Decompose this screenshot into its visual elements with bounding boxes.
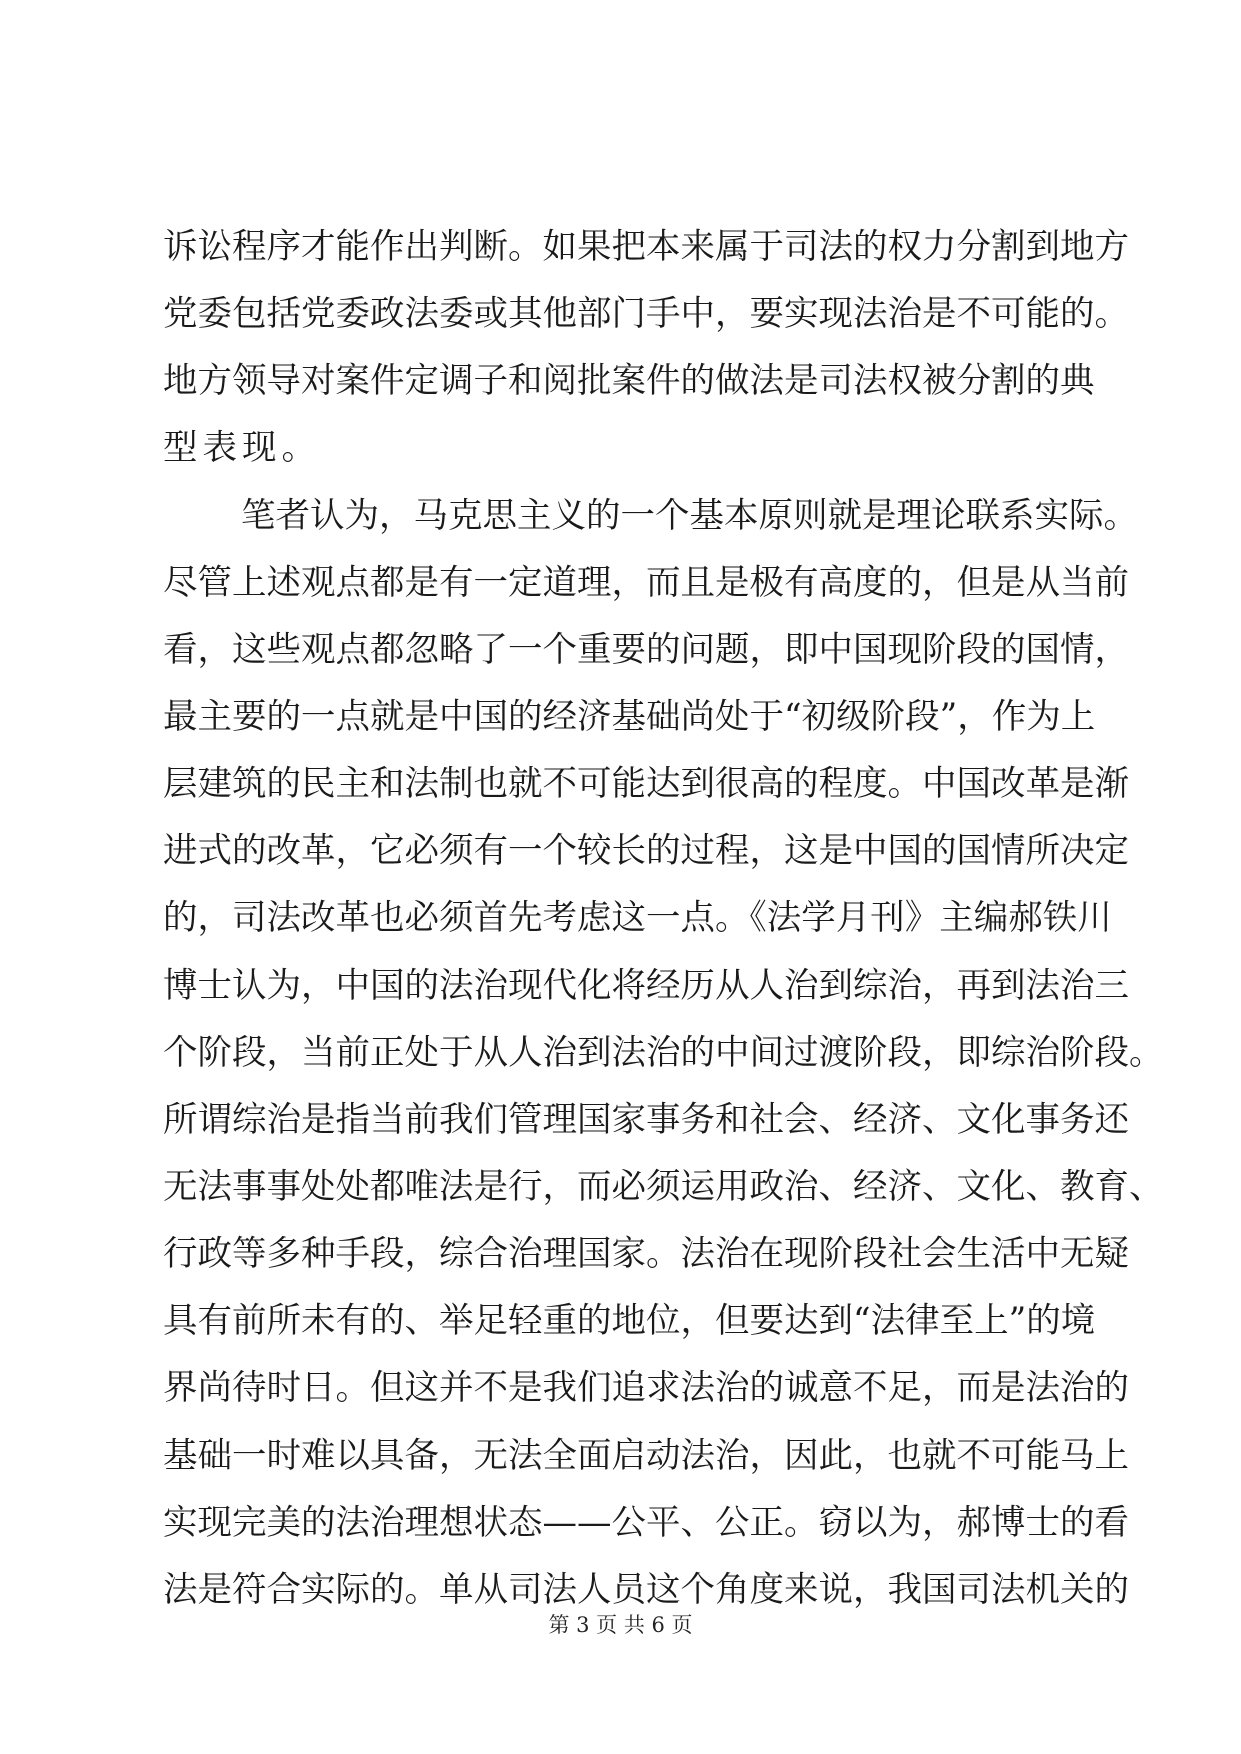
paragraph-first-line: 笔者认为，马克思主义的一个基本原则就是理论联系实际。: [241, 495, 1138, 536]
text-line: 基础一时难以具备，无法全面启动法治，因此，也就不可能马上: [163, 1435, 1129, 1476]
text-line: 所谓综治是指当前我们管理国家事务和社会、经济、文化事务还: [163, 1099, 1129, 1140]
text-line: 地方领导对案件定调子和阅批案件的做法是司法权被分割的典: [163, 361, 1095, 402]
text-line: 层建筑的民主和法制也就不可能达到很高的程度。中国改革是渐: [163, 764, 1129, 805]
text-line: 看，这些观点都忽略了一个重要的问题，即中国现阶段的国情，: [163, 629, 1129, 670]
text-line: 的，司法改革也必须首先考虑这一点。《法学月刊》主编郝铁川: [163, 898, 1112, 939]
body-text: [163, 227, 1164, 1640]
text-line: 具有前所未有的、举足轻重的地位，但要达到“法律至上”的境: [163, 1301, 1096, 1342]
text-line: 诉讼程序才能作出判断。如果把本来属于司法的权力分割到地方: [163, 227, 1129, 267]
text-line: 进式的改革，它必须有一个较长的过程，这是中国的国情所决定: [163, 831, 1129, 872]
text-line: 行政等多种手段，综合治理国家。法治在现阶段社会生活中无疑: [163, 1234, 1129, 1275]
text-line: 型表现。: [163, 428, 321, 469]
text-line: 个阶段，当前正处于从人治到法治的中间过渡阶段，即综治阶段。: [163, 1032, 1164, 1073]
text-line: 尽管上述观点都是有一定道理，而且是极有高度的，但是从当前: [163, 562, 1129, 603]
text-line: 实现完美的法治理想状态——公平、公正。窃以为，郝博士的看: [163, 1502, 1129, 1543]
text-line: 界尚待时日。但这并不是我们追求法治的诚意不足，而是法治的: [163, 1368, 1129, 1409]
text-line: 最主要的一点就是中国的经济基础尚处于“初级阶段”，作为上: [163, 696, 1096, 737]
text-line: 无法事事处处都唯法是行，而必须运用政治、经济、文化、教育、: [163, 1166, 1164, 1207]
text-line: 法是符合实际的。单从司法人员这个角度来说，我国司法机关的: [163, 1569, 1129, 1610]
page-number-footer: 第 3 页 共 6 页: [548, 1613, 693, 1637]
text-line: 党委包括党委政法委或其他部门手中，要实现法治是不可能的。: [163, 294, 1129, 335]
text-line: 博士认为，中国的法治现代化将经历从人治到综治，再到法治三: [163, 965, 1129, 1006]
